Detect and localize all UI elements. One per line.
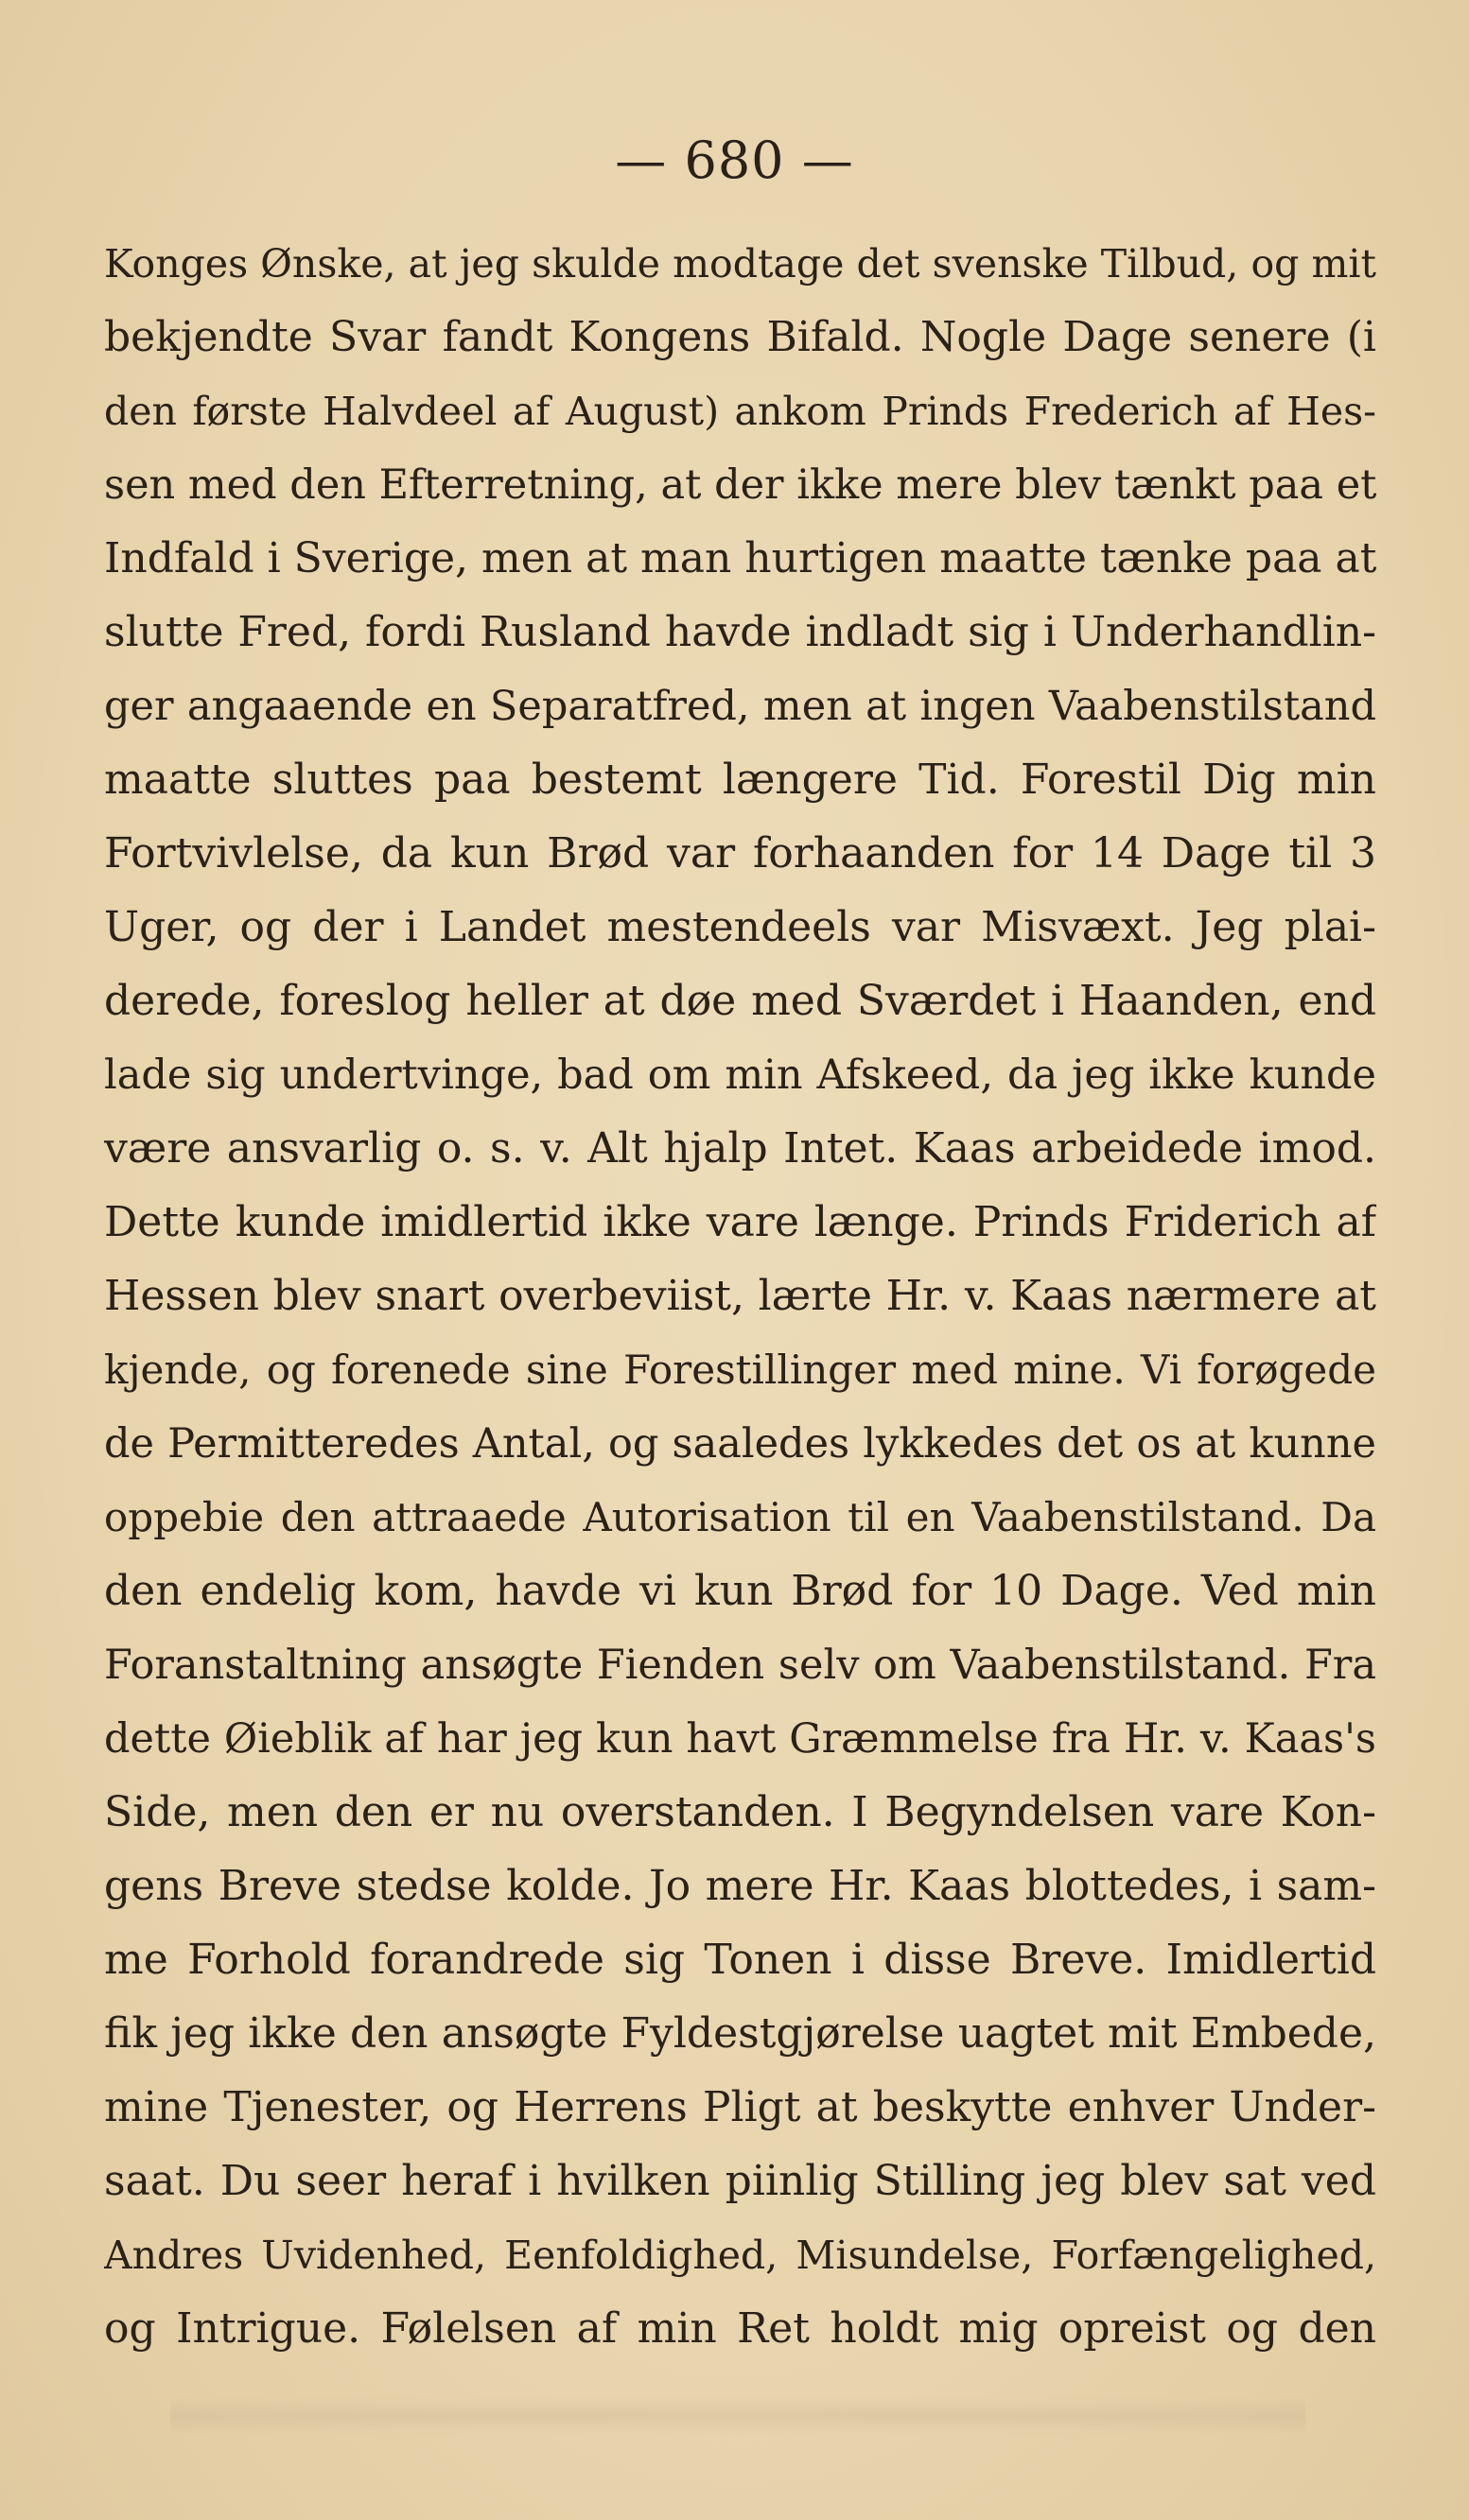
text-line: kjende, og forenede sine Forestillinger med mine. Vi forøgede xyxy=(104,1347,1376,1393)
body-text xyxy=(104,227,1376,2366)
text-line: den endelig kom, havde vi kun Brød for 10 Dage. Ved min xyxy=(104,1567,1376,1615)
text-line: de Permitteredes Antal, og saaledes lykkedes det os at kunne xyxy=(104,1420,1376,1468)
text-line: sen med den Efterretning, at der ikke mere blev tænkt paa et xyxy=(104,461,1376,509)
text-line: bekjendte Svar fandt Kongens Bifald. Nogle Dage senere (i xyxy=(104,313,1376,361)
text-line: ger angaaende en Separatfred, men at ingen Vaabenstilstand xyxy=(104,683,1376,730)
text-line: den første Halvdeel af August) ankom Prinds Frederich af Hes- xyxy=(104,389,1376,434)
text-line: maatte sluttes paa bestemt længere Tid. Forestil Dig min xyxy=(104,756,1376,804)
text-line: Andres Uvidenhed, Eenfoldighed, Misundelse, Forfængelighed, xyxy=(104,2233,1376,2278)
text-line: gens Breve stedse kolde. Jo mere Hr. Kaas blottedes, i sam- xyxy=(104,1862,1376,1910)
text-line: Side, men den er nu overstanden. I Begyndelsen vare Kon- xyxy=(104,1788,1376,1836)
text-line: dette Øieblik af har jeg kun havt Græmmelse fra Hr. v. Kaas's xyxy=(104,1715,1376,1763)
text-line: me Forhold forandrede sig Tonen i disse Breve. Imidlertid xyxy=(104,1936,1376,1984)
page-number: — 680 — xyxy=(615,130,854,190)
text-line: Foranstaltning ansøgte Fienden selv om Vaabenstilstand. Fra xyxy=(104,1642,1376,1689)
text-line: slutte Fred, fordi Rusland havde indladt sig i Underhandlin- xyxy=(104,608,1376,656)
text-line: Fortvivlelse, da kun Brød var forhaanden for 14 Dage til 3 xyxy=(104,829,1376,878)
text-line: være ansvarlig o. s. v. Alt hjalp Intet. Kaas arbeidede imod. xyxy=(104,1124,1376,1173)
text-line: derede, foreslog heller at døe med Sværdet i Haanden, end xyxy=(104,977,1376,1025)
text-line: Hessen blev snart overbeviist, lærte Hr. v. Kaas nærmere at xyxy=(104,1272,1376,1320)
text-line: Dette kunde imidlertid ikke vare længe. Prinds Friderich af xyxy=(104,1198,1376,1246)
text-line: saat. Du seer heraf i hvilken piinlig Stilling jeg blev sat ved xyxy=(104,2157,1376,2205)
text-line: lade sig undertvinge, bad om min Afskeed, da jeg ikke kunde xyxy=(104,1051,1376,1099)
text-line: Konges Ønske, at jeg skulde modtage det svenske Tilbud, og mit xyxy=(104,241,1376,287)
text-line: fik jeg ikke den ansøgte Fyldestgjørelse uagtet mit Embede, xyxy=(104,2009,1376,2058)
text-line: mine Tjenester, og Herrens Pligt at beskytte enhver Under- xyxy=(104,2083,1376,2131)
bleed-through-shadow xyxy=(170,2397,1305,2435)
text-line: Uger, og der i Landet mestendeels var Misvæxt. Jeg plai- xyxy=(104,903,1376,951)
text-line: og Intrigue. Følelsen af min Ret holdt mig opreist og den xyxy=(104,2304,1376,2353)
text-line: Indfald i Sverige, men at man hurtigen maatte tænke paa at xyxy=(104,534,1376,582)
text-line: oppebie den attraaede Autorisation til en Vaabenstilstand. Da xyxy=(104,1494,1376,1540)
